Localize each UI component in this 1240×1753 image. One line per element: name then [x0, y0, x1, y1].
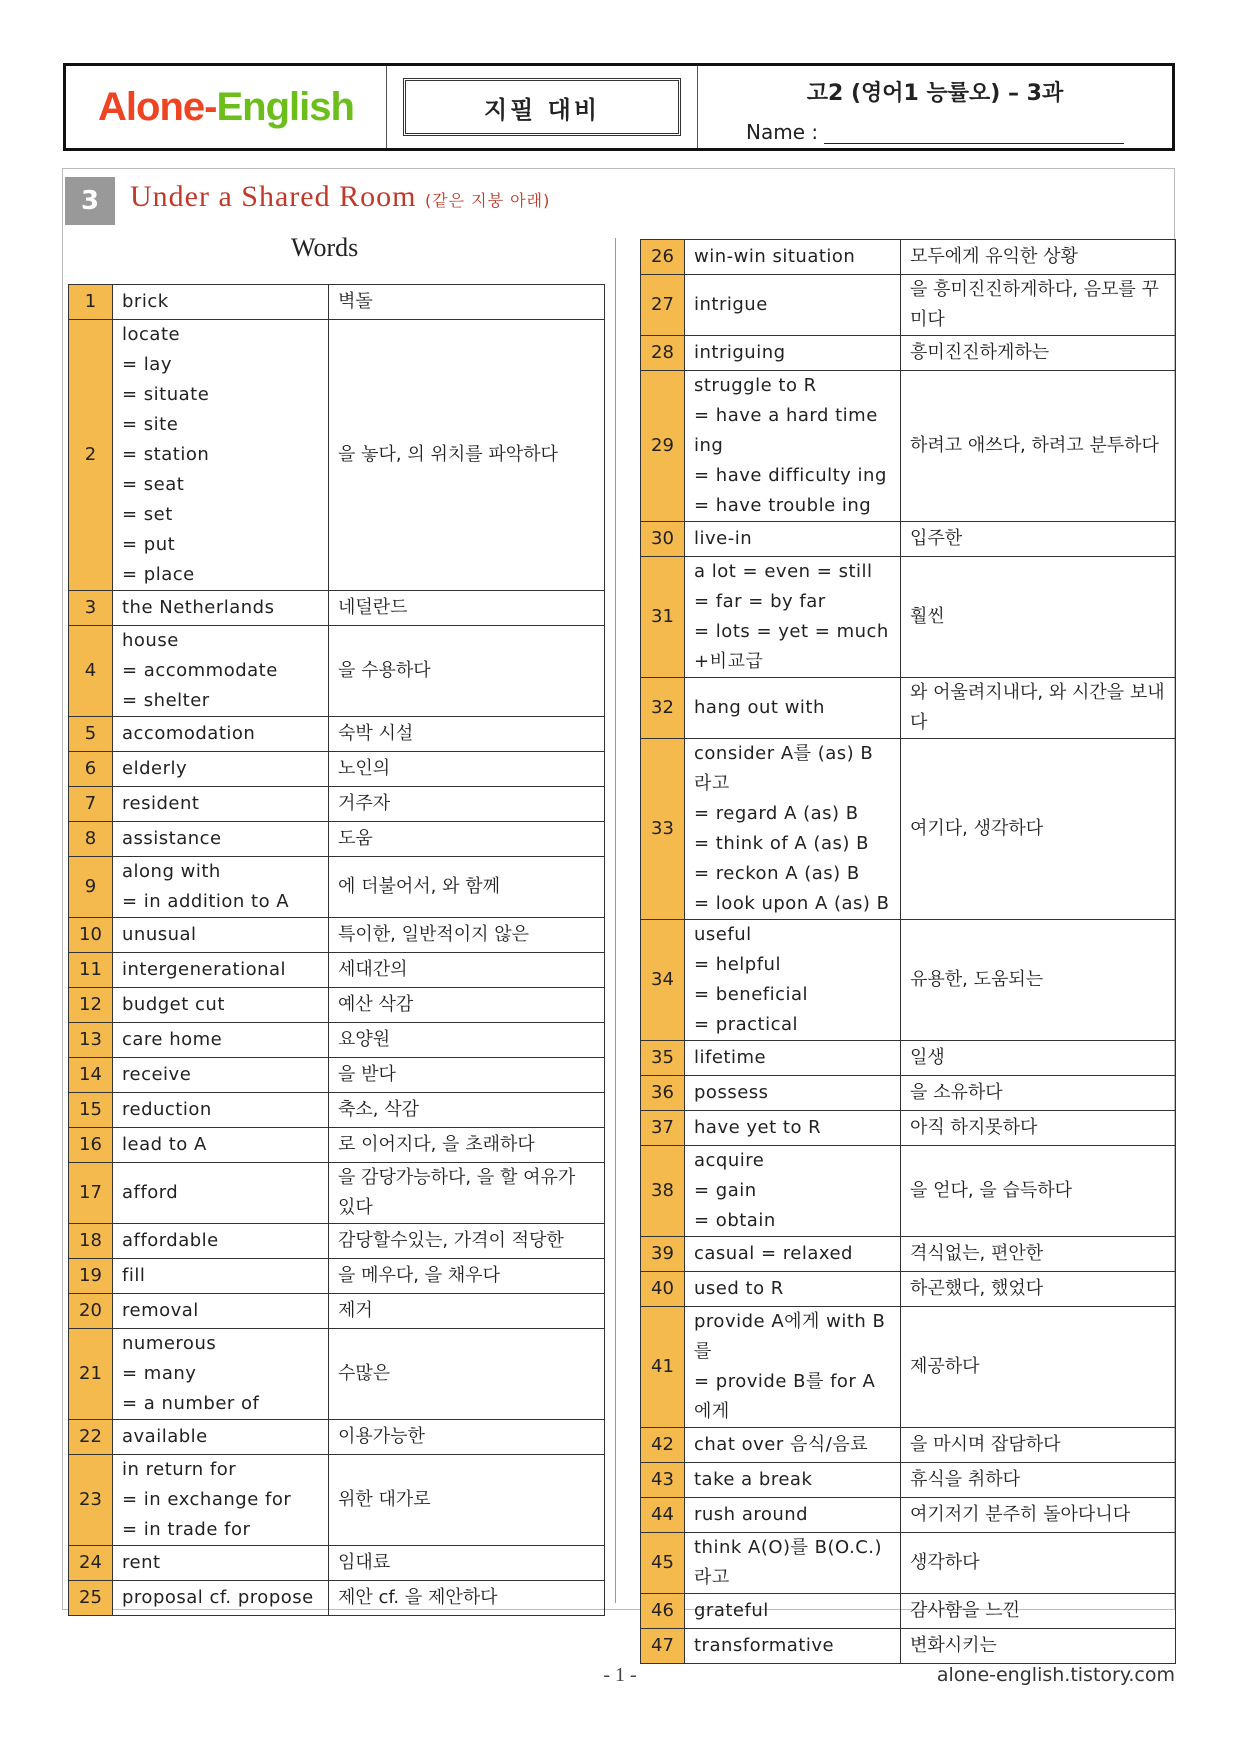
logo-alone: Alone: [98, 84, 205, 129]
row-korean: 제거: [329, 1294, 605, 1329]
row-english: brick: [113, 285, 329, 320]
row-number: 28: [641, 336, 685, 371]
table-row: [641, 1041, 1176, 1076]
table-row: [641, 371, 1176, 522]
row-english: lifetime: [685, 1041, 901, 1076]
name-field: [746, 120, 1124, 144]
table-row: [69, 953, 605, 988]
row-english: proposal cf. propose: [113, 1581, 329, 1616]
row-english: rent: [113, 1546, 329, 1581]
row-english: resident: [113, 787, 329, 822]
row-korean: 일생: [901, 1041, 1176, 1076]
row-korean: 감당할수있는, 가격이 적당한: [329, 1224, 605, 1259]
row-english: casual = relaxed: [685, 1237, 901, 1272]
vocab-table-left: [68, 284, 605, 1616]
row-number: 11: [69, 953, 113, 988]
row-number: 41: [641, 1307, 685, 1428]
table-row: [69, 822, 605, 857]
lesson-subtitle: (같은 지붕 아래): [424, 191, 551, 210]
row-number: 4: [69, 626, 113, 717]
row-english: available: [113, 1420, 329, 1455]
row-english: removal: [113, 1294, 329, 1329]
row-number: 24: [69, 1546, 113, 1581]
row-number: 18: [69, 1224, 113, 1259]
row-english: assistance: [113, 822, 329, 857]
row-korean: 생각하다: [901, 1533, 1176, 1594]
row-number: 6: [69, 752, 113, 787]
table-row: [641, 1146, 1176, 1237]
row-english: afford: [113, 1163, 329, 1224]
row-number: 23: [69, 1455, 113, 1546]
row-english: win-win situation: [685, 240, 901, 275]
table-row: [641, 1307, 1176, 1428]
table-row: [69, 1581, 605, 1616]
table-row: [69, 1058, 605, 1093]
row-english: have yet to R: [685, 1111, 901, 1146]
row-korean: 을 놓다, 의 위치를 파악하다: [329, 320, 605, 591]
row-korean: 요양원: [329, 1023, 605, 1058]
table-row: [69, 285, 605, 320]
row-korean: 도움: [329, 822, 605, 857]
table-row: [69, 1023, 605, 1058]
row-korean: 을 메우다, 을 채우다: [329, 1259, 605, 1294]
name-blank-line: [824, 123, 1124, 144]
row-korean: 변화시키는: [901, 1629, 1176, 1664]
row-english: grateful: [685, 1594, 901, 1629]
row-english: possess: [685, 1076, 901, 1111]
table-row: [641, 1076, 1176, 1111]
table-row: [69, 918, 605, 953]
table-row: [69, 1224, 605, 1259]
table-row: [69, 1294, 605, 1329]
table-row: [641, 336, 1176, 371]
row-number: 47: [641, 1629, 685, 1664]
row-number: 8: [69, 822, 113, 857]
row-number: 45: [641, 1533, 685, 1594]
row-korean: 유용한, 도움되는: [901, 920, 1176, 1041]
table-row: [641, 522, 1176, 557]
logo-english: English: [216, 84, 354, 129]
row-english: along with = in addition to A: [113, 857, 329, 918]
table-row: [641, 1498, 1176, 1533]
course-title: 고2 (영어1 능률오) – 3과: [806, 81, 1064, 106]
row-number: 14: [69, 1058, 113, 1093]
table-row: [69, 787, 605, 822]
row-number: 22: [69, 1420, 113, 1455]
row-english: accomodation: [113, 717, 329, 752]
row-korean: 수많은: [329, 1329, 605, 1420]
section-label: Words: [291, 233, 359, 262]
row-korean: 여기다, 생각하다: [901, 739, 1176, 920]
table-row: [69, 1093, 605, 1128]
row-korean: 제안 cf. 을 제안하다: [329, 1581, 605, 1616]
row-english: rush around: [685, 1498, 901, 1533]
row-english: consider A를 (as) B라고 = regard A (as) B = think of A (as) B = reckon A (as) B = look upon A (as) B: [685, 739, 901, 920]
row-korean: 입주한: [901, 522, 1176, 557]
row-number: 32: [641, 678, 685, 739]
row-number: 17: [69, 1163, 113, 1224]
row-english: the Netherlands: [113, 591, 329, 626]
row-number: 21: [69, 1329, 113, 1420]
row-korean: 벽돌: [329, 285, 605, 320]
table-row: [641, 1594, 1176, 1629]
row-number: 29: [641, 371, 685, 522]
column-divider: [615, 238, 616, 1603]
row-number: 40: [641, 1272, 685, 1307]
row-korean: 을 수용하다: [329, 626, 605, 717]
row-english: transformative: [685, 1629, 901, 1664]
table-row: [641, 240, 1176, 275]
row-korean: 격식없는, 편안한: [901, 1237, 1176, 1272]
table-row: [641, 1533, 1176, 1594]
row-korean: 을 받다: [329, 1058, 605, 1093]
row-korean: 특이한, 일반적이지 않은: [329, 918, 605, 953]
table-row: [641, 1111, 1176, 1146]
table-row: [641, 678, 1176, 739]
table-row: [69, 1259, 605, 1294]
table-row: [641, 1237, 1176, 1272]
row-korean: 이용가능한: [329, 1420, 605, 1455]
row-korean: 하곤했다, 했었다: [901, 1272, 1176, 1307]
row-korean: 감사함을 느낀: [901, 1594, 1176, 1629]
row-number: 26: [641, 240, 685, 275]
row-korean: 임대료: [329, 1546, 605, 1581]
row-english: chat over 음식/음료: [685, 1428, 901, 1463]
table-row: [69, 1455, 605, 1546]
row-english: intrigue: [685, 275, 901, 336]
vocab-table-right: [640, 239, 1176, 1664]
logo-dash: -: [204, 84, 217, 129]
row-korean: 위한 대가로: [329, 1455, 605, 1546]
row-english: elderly: [113, 752, 329, 787]
row-english: receive: [113, 1058, 329, 1093]
row-korean: 에 더불어서, 와 함께: [329, 857, 605, 918]
row-english: fill: [113, 1259, 329, 1294]
row-number: 34: [641, 920, 685, 1041]
row-english: unusual: [113, 918, 329, 953]
row-number: 12: [69, 988, 113, 1023]
row-number: 19: [69, 1259, 113, 1294]
row-korean: 와 어울려지내다, 와 시간을 보내다: [901, 678, 1176, 739]
row-korean: 숙박 시설: [329, 717, 605, 752]
footer-url: alone-english.tistory.com: [936, 1664, 1175, 1686]
row-english: lead to A: [113, 1128, 329, 1163]
row-korean: 아직 하지못하다: [901, 1111, 1176, 1146]
row-number: 30: [641, 522, 685, 557]
row-korean: 을 얻다, 을 습득하다: [901, 1146, 1176, 1237]
table-row: [69, 857, 605, 918]
row-korean: 세대간의: [329, 953, 605, 988]
table-row: [69, 1128, 605, 1163]
row-english: in return for = in exchange for = in trade for: [113, 1455, 329, 1546]
row-english: reduction: [113, 1093, 329, 1128]
row-number: 7: [69, 787, 113, 822]
row-korean: 로 이어지다, 을 초래하다: [329, 1128, 605, 1163]
row-number: 27: [641, 275, 685, 336]
table-row: [69, 988, 605, 1023]
table-row: [641, 557, 1176, 678]
table-row: [69, 591, 605, 626]
table-row: [69, 320, 605, 591]
lesson-title: [130, 180, 550, 214]
header-box: [63, 63, 1175, 151]
row-english: intriguing: [685, 336, 901, 371]
row-english: useful = helpful = beneficial = practical: [685, 920, 901, 1041]
row-number: 39: [641, 1237, 685, 1272]
row-english: think A(O)를 B(O.C.)라고: [685, 1533, 901, 1594]
table-row: [641, 1463, 1176, 1498]
row-korean: 하려고 애쓰다, 하려고 분투하다: [901, 371, 1176, 522]
row-number: 3: [69, 591, 113, 626]
row-number: 37: [641, 1111, 685, 1146]
row-korean: 제공하다: [901, 1307, 1176, 1428]
row-korean: 을 감당가능하다, 을 할 여유가 있다: [329, 1163, 605, 1224]
table-row: [69, 717, 605, 752]
row-english: used to R: [685, 1272, 901, 1307]
row-number: 15: [69, 1093, 113, 1128]
table-row: [69, 752, 605, 787]
row-korean: 노인의: [329, 752, 605, 787]
row-korean: 여기저기 분주히 돌아다니다: [901, 1498, 1176, 1533]
row-number: 2: [69, 320, 113, 591]
row-number: 33: [641, 739, 685, 920]
row-english: house = accommodate = shelter: [113, 626, 329, 717]
row-number: 31: [641, 557, 685, 678]
row-number: 16: [69, 1128, 113, 1163]
exam-label-cell: [387, 66, 698, 148]
table-row: [641, 275, 1176, 336]
exam-label: 지필 대비: [403, 78, 681, 136]
lesson-number: 3: [65, 177, 115, 225]
table-row: [69, 626, 605, 717]
table-row: [641, 1428, 1176, 1463]
row-korean: 네덜란드: [329, 591, 605, 626]
row-korean: 축소, 삭감: [329, 1093, 605, 1128]
row-english: a lot = even = still = far = by far = lots = yet = much +비교급: [685, 557, 901, 678]
row-english: numerous = many = a number of: [113, 1329, 329, 1420]
row-english: locate = lay = situate = site = station = seat = set = put = place: [113, 320, 329, 591]
row-korean: 모두에게 유익한 상황: [901, 240, 1176, 275]
table-row: [69, 1546, 605, 1581]
row-english: care home: [113, 1023, 329, 1058]
table-row: [641, 1629, 1176, 1664]
row-korean: 거주자: [329, 787, 605, 822]
row-number: 1: [69, 285, 113, 320]
row-korean: 을 소유하다: [901, 1076, 1176, 1111]
row-english: hang out with: [685, 678, 901, 739]
table-row: [69, 1420, 605, 1455]
row-number: 25: [69, 1581, 113, 1616]
table-row: [641, 1272, 1176, 1307]
row-number: 35: [641, 1041, 685, 1076]
row-korean: 을 마시며 잡담하다: [901, 1428, 1176, 1463]
table-row: [641, 920, 1176, 1041]
row-number: 10: [69, 918, 113, 953]
row-number: 20: [69, 1294, 113, 1329]
course-cell: [698, 66, 1172, 148]
row-number: 36: [641, 1076, 685, 1111]
row-number: 46: [641, 1594, 685, 1629]
lesson-title-text: Under a Shared Room: [130, 180, 417, 213]
row-number: 5: [69, 717, 113, 752]
row-english: take a break: [685, 1463, 901, 1498]
table-row: [69, 1329, 605, 1420]
name-label: Name :: [746, 120, 819, 144]
row-korean: 휴식을 취하다: [901, 1463, 1176, 1498]
table-row: [69, 1163, 605, 1224]
row-number: 38: [641, 1146, 685, 1237]
row-number: 13: [69, 1023, 113, 1058]
row-korean: 예산 삭감: [329, 988, 605, 1023]
row-english: live-in: [685, 522, 901, 557]
row-english: affordable: [113, 1224, 329, 1259]
row-english: budget cut: [113, 988, 329, 1023]
page-number: - 1 -: [603, 1664, 637, 1686]
row-number: 42: [641, 1428, 685, 1463]
row-english: intergenerational: [113, 953, 329, 988]
row-english: acquire = gain = obtain: [685, 1146, 901, 1237]
table-row: [641, 739, 1176, 920]
row-number: 9: [69, 857, 113, 918]
row-english: provide A에게 with B를 = provide B를 for A에게: [685, 1307, 901, 1428]
row-korean: 훨씬: [901, 557, 1176, 678]
row-number: 44: [641, 1498, 685, 1533]
logo: [66, 66, 387, 148]
row-number: 43: [641, 1463, 685, 1498]
row-korean: 흥미진진하게하는: [901, 336, 1176, 371]
row-korean: 을 흥미진진하게하다, 음모를 꾸미다: [901, 275, 1176, 336]
row-english: struggle to R = have a hard time ing = have difficulty ing = have trouble ing: [685, 371, 901, 522]
